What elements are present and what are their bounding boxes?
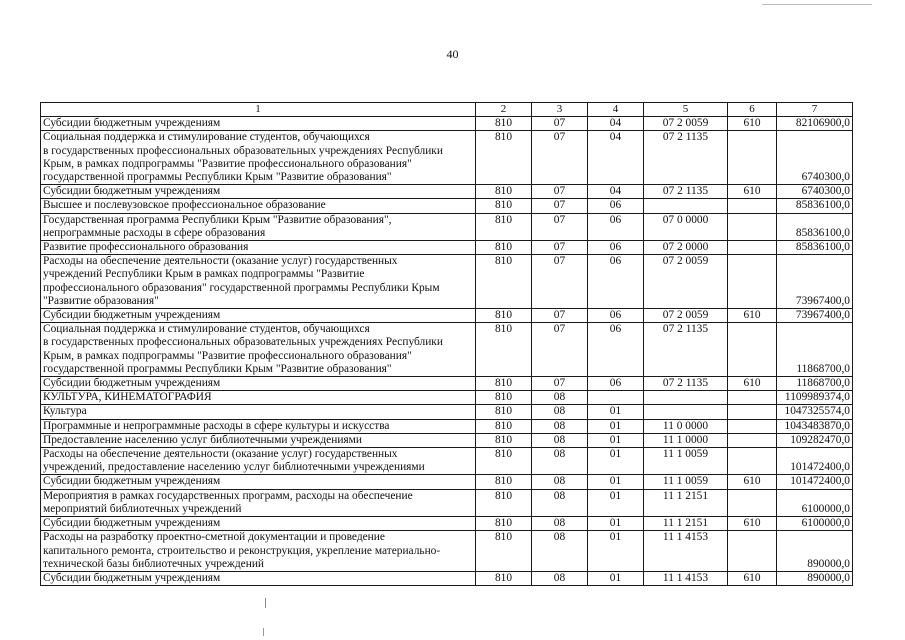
section-code: 07 bbox=[532, 241, 588, 255]
target-article-code: 11 1 4153 bbox=[644, 531, 728, 572]
amount: 109282470,0 bbox=[777, 433, 853, 447]
target-article-code bbox=[644, 405, 728, 419]
subsection-code: 04 bbox=[588, 117, 644, 131]
description-line: Высшее и послевузовское профессиональное образование bbox=[43, 199, 326, 212]
amount: 85836100,0 bbox=[777, 241, 853, 255]
table-row bbox=[41, 255, 853, 309]
description-line: Расходы на обеспечение деятельности (оказание услуг) государственных bbox=[43, 255, 398, 268]
table-row bbox=[41, 531, 853, 572]
section-code: 08 bbox=[532, 531, 588, 572]
description-line: Крым, в рамках подпрограммы "Развитие профессионального образования" bbox=[43, 157, 412, 170]
ministry-code: 810 bbox=[476, 241, 532, 255]
section-code: 07 bbox=[532, 117, 588, 131]
column-header: 6 bbox=[728, 103, 777, 117]
description-line: в государственных профессиональных образовательных учреждениях Республики bbox=[43, 144, 443, 157]
expense-type-code: 610 bbox=[728, 571, 777, 585]
table-row bbox=[41, 199, 853, 213]
column-header: 2 bbox=[476, 103, 532, 117]
row-description bbox=[41, 185, 476, 199]
ministry-code: 810 bbox=[476, 213, 532, 240]
ministry-code: 810 bbox=[476, 475, 532, 489]
expense-type-code bbox=[728, 213, 777, 240]
section-code: 07 bbox=[532, 199, 588, 213]
target-article-code: 11 1 0000 bbox=[644, 433, 728, 447]
description-line: учреждений Республики Крым в рамках подпрограммы "Развитие bbox=[43, 268, 365, 281]
subsection-code: 01 bbox=[588, 475, 644, 489]
column-header: 7 bbox=[777, 103, 853, 117]
row-description bbox=[41, 571, 476, 585]
row-description bbox=[41, 475, 476, 489]
subsection-code: 06 bbox=[588, 255, 644, 309]
expense-type-code: 610 bbox=[728, 309, 777, 323]
column-header: 1 bbox=[41, 103, 476, 117]
ministry-code: 810 bbox=[476, 131, 532, 185]
ministry-code: 810 bbox=[476, 571, 532, 585]
description-line: государственной программы Республики Крым "Развитие образования" bbox=[43, 362, 392, 375]
ministry-code: 810 bbox=[476, 405, 532, 419]
ministry-code: 810 bbox=[476, 377, 532, 391]
description-line: мероприятий библиотечных учреждений bbox=[43, 502, 242, 515]
expense-type-code: 610 bbox=[728, 377, 777, 391]
ministry-code: 810 bbox=[476, 531, 532, 572]
section-code: 08 bbox=[532, 571, 588, 585]
description-line: Социальная поддержка и стимулирование студентов, обучающихся bbox=[43, 323, 370, 336]
description-line: "Развитие образования" bbox=[43, 294, 159, 307]
amount: 890000,0 bbox=[777, 531, 853, 572]
table-row bbox=[41, 213, 853, 240]
row-description bbox=[41, 199, 476, 213]
ministry-code: 810 bbox=[476, 489, 532, 516]
expense-type-code bbox=[728, 531, 777, 572]
target-article-code: 07 2 1135 bbox=[644, 323, 728, 377]
table-row bbox=[41, 571, 853, 585]
section-code: 08 bbox=[532, 405, 588, 419]
target-article-code: 07 0 0000 bbox=[644, 213, 728, 240]
amount: 890000,0 bbox=[777, 571, 853, 585]
description-line: учреждений, предоставление населению услуг библиотечными учреждениями bbox=[43, 461, 425, 474]
amount: 1043483870,0 bbox=[777, 419, 853, 433]
ministry-code: 810 bbox=[476, 255, 532, 309]
amount: 1109989374,0 bbox=[777, 391, 853, 405]
target-article-code: 11 1 4153 bbox=[644, 571, 728, 585]
description-line: Культура bbox=[43, 405, 87, 418]
amount: 85836100,0 bbox=[777, 199, 853, 213]
subsection-code: 06 bbox=[588, 241, 644, 255]
amount: 101472400,0 bbox=[777, 475, 853, 489]
table-row bbox=[41, 475, 853, 489]
target-article-code bbox=[644, 391, 728, 405]
amount: 73967400,0 bbox=[777, 255, 853, 309]
amount: 101472400,0 bbox=[777, 448, 853, 475]
expense-type-code bbox=[728, 433, 777, 447]
ministry-code: 810 bbox=[476, 517, 532, 531]
subsection-code: 01 bbox=[588, 433, 644, 447]
expense-type-code bbox=[728, 323, 777, 377]
amount: 11868700,0 bbox=[777, 323, 853, 377]
section-code: 08 bbox=[532, 419, 588, 433]
description-line: Государственная программа Республики Крым "Развитие образования", bbox=[43, 213, 392, 226]
description-line: профессионального образования" государственной программы Республики Крым bbox=[43, 281, 440, 294]
row-description bbox=[41, 433, 476, 447]
description-line: Расходы на обеспечение деятельности (оказание услуг) государственных bbox=[43, 448, 398, 461]
section-code: 07 bbox=[532, 377, 588, 391]
description-line: капитального ремонта, строительство и реконструкция, укрепление материально- bbox=[43, 544, 441, 557]
subsection-code: 06 bbox=[588, 323, 644, 377]
subsection-code: 01 bbox=[588, 419, 644, 433]
table-row bbox=[41, 131, 853, 185]
top-rule bbox=[762, 4, 872, 5]
column-header: 4 bbox=[588, 103, 644, 117]
target-article-code bbox=[644, 199, 728, 213]
ministry-code: 810 bbox=[476, 419, 532, 433]
description-line: Крым, в рамках подпрограммы "Развитие профессионального образования" bbox=[43, 349, 412, 362]
expense-type-code bbox=[728, 131, 777, 185]
expense-type-code: 610 bbox=[728, 117, 777, 131]
table-row bbox=[41, 489, 853, 516]
description-line: Мероприятия в рамках государственных программ, расходы на обеспечение bbox=[43, 489, 413, 502]
expense-type-code bbox=[728, 405, 777, 419]
table-row bbox=[41, 241, 853, 255]
table-row bbox=[41, 117, 853, 131]
description-line: Расходы на разработку проектно-сметной документации и проведение bbox=[43, 531, 385, 544]
target-article-code: 11 1 2151 bbox=[644, 489, 728, 516]
ministry-code: 810 bbox=[476, 433, 532, 447]
row-description bbox=[41, 489, 476, 516]
row-description bbox=[41, 377, 476, 391]
table-row bbox=[41, 391, 853, 405]
target-article-code: 07 2 0059 bbox=[644, 309, 728, 323]
target-article-code: 07 2 0000 bbox=[644, 241, 728, 255]
section-code: 07 bbox=[532, 309, 588, 323]
description-line: Субсидии бюджетным учреждениям bbox=[43, 117, 221, 130]
table-row bbox=[41, 185, 853, 199]
subsection-code: 06 bbox=[588, 199, 644, 213]
row-description bbox=[41, 531, 476, 572]
subsection-code: 01 bbox=[588, 517, 644, 531]
row-description bbox=[41, 309, 476, 323]
section-code: 08 bbox=[532, 448, 588, 475]
row-description bbox=[41, 419, 476, 433]
amount: 82106900,0 bbox=[777, 117, 853, 131]
expense-type-code bbox=[728, 419, 777, 433]
description-line: государственной программы Республики Крым "Развитие образования" bbox=[43, 171, 392, 184]
row-description bbox=[41, 255, 476, 309]
target-article-code: 07 2 1135 bbox=[644, 185, 728, 199]
row-description bbox=[41, 517, 476, 531]
section-code: 08 bbox=[532, 475, 588, 489]
subsection-code: 01 bbox=[588, 405, 644, 419]
ministry-code: 810 bbox=[476, 448, 532, 475]
table-row bbox=[41, 405, 853, 419]
description-line: технической базы библиотечных учреждений bbox=[43, 557, 265, 570]
ministry-code: 810 bbox=[476, 323, 532, 377]
expense-type-code: 610 bbox=[728, 475, 777, 489]
description-line: Развитие профессионального образования bbox=[43, 241, 249, 254]
description-line: КУЛЬТУРА, КИНЕМАТОГРАФИЯ bbox=[43, 391, 212, 404]
subsection-code: 01 bbox=[588, 448, 644, 475]
subsection-code: 04 bbox=[588, 131, 644, 185]
row-description bbox=[41, 213, 476, 240]
amount: 85836100,0 bbox=[777, 213, 853, 240]
ministry-code: 810 bbox=[476, 391, 532, 405]
column-header: 5 bbox=[644, 103, 728, 117]
row-description bbox=[41, 117, 476, 131]
target-article-code: 07 2 0059 bbox=[644, 117, 728, 131]
amount: 6100000,0 bbox=[777, 517, 853, 531]
expense-type-code bbox=[728, 255, 777, 309]
amount: 73967400,0 bbox=[777, 309, 853, 323]
section-code: 07 bbox=[532, 185, 588, 199]
row-description bbox=[41, 323, 476, 377]
row-description bbox=[41, 405, 476, 419]
description-line: Субсидии бюджетным учреждениям bbox=[43, 377, 221, 390]
description-line: непрограммные расходы в сфере образования bbox=[43, 226, 266, 239]
section-code: 08 bbox=[532, 433, 588, 447]
expense-type-code bbox=[728, 448, 777, 475]
target-article-code: 07 2 1135 bbox=[644, 377, 728, 391]
amount: 6100000,0 bbox=[777, 489, 853, 516]
section-code: 08 bbox=[532, 517, 588, 531]
description-line: Предоставление населению услуг библиотечными учреждениями bbox=[43, 433, 362, 446]
section-code: 07 bbox=[532, 213, 588, 240]
ministry-code: 810 bbox=[476, 309, 532, 323]
page-number: 40 bbox=[446, 47, 459, 61]
description-line: Субсидии бюджетным учреждениям bbox=[43, 309, 221, 322]
row-description bbox=[41, 241, 476, 255]
expense-type-code bbox=[728, 489, 777, 516]
section-code: 07 bbox=[532, 255, 588, 309]
row-description bbox=[41, 131, 476, 185]
target-article-code: 11 1 2151 bbox=[644, 517, 728, 531]
amount: 1047325574,0 bbox=[777, 405, 853, 419]
subsection-code: 01 bbox=[588, 489, 644, 516]
target-article-code: 11 1 0059 bbox=[644, 475, 728, 489]
table-row bbox=[41, 433, 853, 447]
description-line: Субсидии бюджетным учреждениям bbox=[43, 185, 221, 198]
subsection-code: 06 bbox=[588, 309, 644, 323]
description-line: Программные и непрограммные расходы в сфере культуры и искусства bbox=[43, 419, 390, 432]
ministry-code: 810 bbox=[476, 117, 532, 131]
expense-type-code bbox=[728, 199, 777, 213]
description-line: Субсидии бюджетным учреждениям bbox=[43, 571, 221, 584]
section-code: 07 bbox=[532, 323, 588, 377]
table-row bbox=[41, 517, 853, 531]
amount: 11868700,0 bbox=[777, 377, 853, 391]
expense-type-code bbox=[728, 241, 777, 255]
subsection-code: 06 bbox=[588, 377, 644, 391]
table-row bbox=[41, 323, 853, 377]
expense-type-code bbox=[728, 391, 777, 405]
expense-type-code: 610 bbox=[728, 185, 777, 199]
target-article-code: 07 2 1135 bbox=[644, 131, 728, 185]
expense-type-code: 610 bbox=[728, 517, 777, 531]
scan-artifact bbox=[263, 628, 264, 636]
subsection-code: 01 bbox=[588, 531, 644, 572]
table-row bbox=[41, 377, 853, 391]
row-description bbox=[41, 448, 476, 475]
target-article-code: 11 1 0059 bbox=[644, 448, 728, 475]
row-description bbox=[41, 391, 476, 405]
budget-table bbox=[40, 102, 853, 586]
description-line: в государственных профессиональных образовательных учреждениях Республики bbox=[43, 336, 443, 349]
target-article-code: 07 2 0059 bbox=[644, 255, 728, 309]
subsection-code: 04 bbox=[588, 185, 644, 199]
subsection-code: 01 bbox=[588, 571, 644, 585]
column-header: 3 bbox=[532, 103, 588, 117]
section-code: 08 bbox=[532, 391, 588, 405]
amount: 6740300,0 bbox=[777, 131, 853, 185]
amount: 6740300,0 bbox=[777, 185, 853, 199]
section-code: 08 bbox=[532, 489, 588, 516]
ministry-code: 810 bbox=[476, 199, 532, 213]
table-row bbox=[41, 448, 853, 475]
table-row bbox=[41, 419, 853, 433]
table-row bbox=[41, 309, 853, 323]
description-line: Социальная поддержка и стимулирование студентов, обучающихся bbox=[43, 131, 370, 144]
description-line: Субсидии бюджетным учреждениям bbox=[43, 475, 221, 488]
subsection-code bbox=[588, 391, 644, 405]
section-code: 07 bbox=[532, 131, 588, 185]
table-header-row bbox=[41, 103, 853, 117]
description-line: Субсидии бюджетным учреждениям bbox=[43, 517, 221, 530]
subsection-code: 06 bbox=[588, 213, 644, 240]
ministry-code: 810 bbox=[476, 185, 532, 199]
target-article-code: 11 0 0000 bbox=[644, 419, 728, 433]
scan-artifact bbox=[265, 598, 266, 608]
